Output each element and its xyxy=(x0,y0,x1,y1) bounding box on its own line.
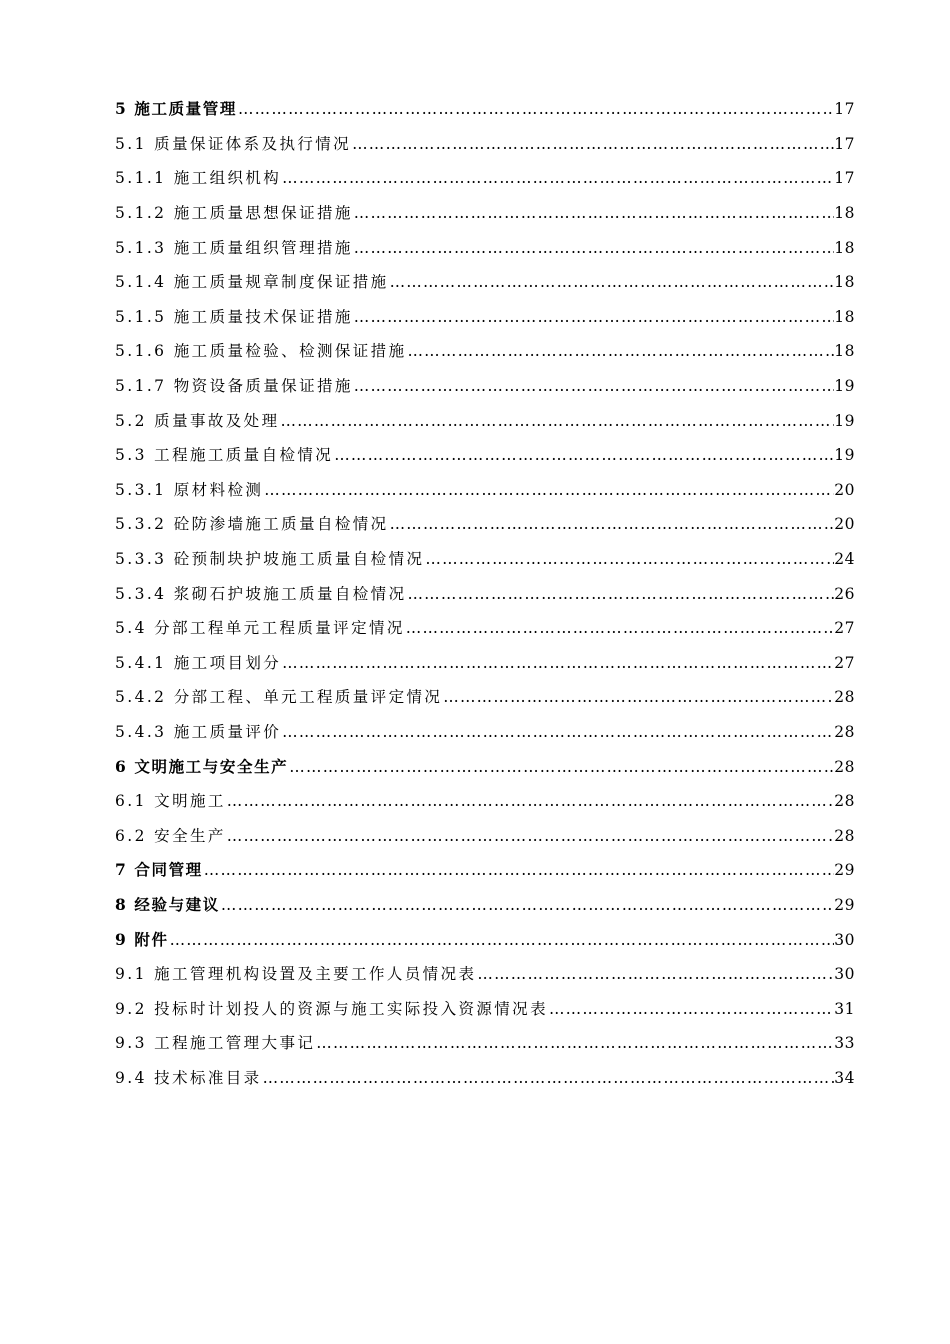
toc-entry-title: 5.1.7 物资设备质量保证措施 xyxy=(115,377,353,396)
toc-dot-leader xyxy=(237,99,834,119)
toc-entry-title: 6.2 安全生产 xyxy=(115,826,226,845)
toc-entry-page-number: 31 xyxy=(834,999,855,1018)
toc-entry-title: 7 合同管理 xyxy=(115,860,203,880)
toc-entry-page-number: 26 xyxy=(834,584,855,603)
toc-dot-leader xyxy=(442,687,834,707)
toc-entry-page-number: 29 xyxy=(834,895,855,914)
toc-dot-leader xyxy=(353,307,834,327)
toc-entry[interactable] xyxy=(115,646,855,681)
toc-entry[interactable] xyxy=(115,991,855,1026)
toc-entry[interactable] xyxy=(115,680,855,715)
toc-dot-leader xyxy=(389,514,835,534)
toc-entry-title: 5.1.2 施工质量思想保证措施 xyxy=(115,204,353,223)
toc-dot-leader xyxy=(315,1033,834,1053)
toc-entry-page-number: 28 xyxy=(834,722,855,741)
table-of-contents xyxy=(115,92,855,1095)
toc-entry-page-number: 28 xyxy=(834,826,855,845)
toc-dot-leader xyxy=(406,584,834,604)
toc-dot-leader xyxy=(203,860,834,880)
toc-entry-page-number: 30 xyxy=(834,965,855,984)
toc-dot-leader xyxy=(281,722,834,742)
toc-entry[interactable] xyxy=(115,507,855,542)
toc-entry-title: 5.3.4 浆砌石护坡施工质量自检情况 xyxy=(115,584,407,603)
toc-entry-title: 6 文明施工与安全生产 xyxy=(115,756,289,776)
toc-entry[interactable] xyxy=(115,403,855,438)
toc-entry-page-number: 20 xyxy=(834,515,855,534)
toc-entry[interactable] xyxy=(115,473,855,508)
toc-dot-leader xyxy=(169,930,835,950)
toc-entry[interactable] xyxy=(115,196,855,231)
toc-entry-page-number: 29 xyxy=(834,861,855,880)
toc-entry-title: 5.1 质量保证体系及执行情况 xyxy=(115,134,352,153)
toc-entry-title: 5.3 工程施工质量自检情况 xyxy=(115,446,334,465)
toc-entry[interactable] xyxy=(115,957,855,992)
toc-dot-leader xyxy=(226,791,834,811)
toc-dot-leader xyxy=(279,411,834,431)
toc-dot-leader xyxy=(262,1068,835,1088)
toc-entry-page-number: 30 xyxy=(834,930,855,949)
toc-entry-page-number: 24 xyxy=(834,550,855,569)
toc-entry-title: 9.3 工程施工管理大事记 xyxy=(115,1034,316,1053)
toc-entry-title: 9.2 投标时计划投人的资源与施工实际投入资源情况表 xyxy=(115,999,548,1018)
toc-entry-page-number: 19 xyxy=(834,377,855,396)
toc-dot-leader xyxy=(333,445,834,465)
toc-entry-page-number: 17 xyxy=(834,134,855,153)
toc-entry-page-number: 27 xyxy=(834,619,855,638)
toc-entry-title: 9.4 技术标准目录 xyxy=(115,1068,262,1087)
toc-entry[interactable] xyxy=(115,576,855,611)
toc-entry[interactable] xyxy=(115,127,855,162)
toc-entry-title: 5.2 质量事故及处理 xyxy=(115,411,280,430)
toc-entry-title: 9 附件 xyxy=(115,929,169,949)
toc-entry-title: 5.1.3 施工质量组织管理措施 xyxy=(115,238,353,257)
toc-entry[interactable] xyxy=(115,715,855,750)
toc-entry[interactable] xyxy=(115,161,855,196)
toc-entry[interactable] xyxy=(115,438,855,473)
toc-entry-title: 5.1.4 施工质量规章制度保证措施 xyxy=(115,273,389,292)
toc-dot-leader xyxy=(353,203,834,223)
toc-dot-leader xyxy=(226,826,834,846)
toc-entry-title: 5.4.1 施工项目划分 xyxy=(115,653,282,672)
toc-dot-leader xyxy=(263,480,834,500)
toc-entry-page-number: 18 xyxy=(834,342,855,361)
toc-dot-leader xyxy=(220,895,834,915)
toc-dot-leader xyxy=(281,653,834,673)
toc-entry[interactable] xyxy=(115,1061,855,1096)
toc-entry[interactable] xyxy=(115,369,855,404)
toc-dot-leader xyxy=(353,238,834,258)
toc-entry-page-number: 19 xyxy=(834,411,855,430)
toc-entry-page-number: 27 xyxy=(834,653,855,672)
toc-entry[interactable] xyxy=(115,749,855,784)
toc-entry[interactable] xyxy=(115,1026,855,1061)
toc-entry-page-number: 17 xyxy=(834,169,855,188)
toc-entry-title: 5.3.3 砼预制块护坡施工质量自检情况 xyxy=(115,550,425,569)
toc-entry-page-number: 19 xyxy=(834,446,855,465)
toc-entry-title: 9.1 施工管理机构设置及主要工作人员情况表 xyxy=(115,965,477,984)
toc-entry-page-number: 18 xyxy=(834,273,855,292)
toc-entry-page-number: 28 xyxy=(834,688,855,707)
toc-dot-leader xyxy=(351,134,834,154)
toc-entry[interactable] xyxy=(115,922,855,957)
toc-entry[interactable] xyxy=(115,784,855,819)
toc-entry-title: 5 施工质量管理 xyxy=(115,99,237,119)
toc-entry[interactable] xyxy=(115,542,855,577)
toc-entry[interactable] xyxy=(115,853,855,888)
toc-entry[interactable] xyxy=(115,818,855,853)
toc-dot-leader xyxy=(424,549,834,569)
toc-entry[interactable] xyxy=(115,300,855,335)
toc-dot-leader xyxy=(389,272,835,292)
toc-dot-leader xyxy=(288,757,834,777)
toc-entry[interactable] xyxy=(115,611,855,646)
toc-entry-title: 5.4 分部工程单元工程质量评定情况 xyxy=(115,619,405,638)
toc-entry-page-number: 18 xyxy=(834,307,855,326)
toc-entry-page-number: 18 xyxy=(834,238,855,257)
toc-entry-title: 8 经验与建议 xyxy=(115,894,220,914)
toc-entry-title: 5.4.3 施工质量评价 xyxy=(115,722,282,741)
toc-entry[interactable] xyxy=(115,265,855,300)
toc-dot-leader xyxy=(405,618,834,638)
toc-entry-page-number: 28 xyxy=(834,792,855,811)
toc-entry[interactable] xyxy=(115,334,855,369)
toc-entry[interactable] xyxy=(115,92,855,127)
toc-dot-leader xyxy=(476,964,834,984)
toc-entry-page-number: 20 xyxy=(834,480,855,499)
toc-entry-title: 5.1.1 施工组织机构 xyxy=(115,169,282,188)
toc-entry-page-number: 17 xyxy=(834,100,855,119)
toc-entry[interactable] xyxy=(115,888,855,923)
toc-entry-title: 5.1.5 施工质量技术保证措施 xyxy=(115,307,353,326)
toc-entry-title: 5.1.6 施工质量检验、检测保证措施 xyxy=(115,342,407,361)
toc-entry-title: 5.4.2 分部工程、单元工程质量评定情况 xyxy=(115,688,443,707)
toc-dot-leader xyxy=(406,341,834,361)
toc-entry-title: 6.1 文明施工 xyxy=(115,792,226,811)
toc-entry-page-number: 34 xyxy=(834,1068,855,1087)
toc-entry-title: 5.3.1 原材料检测 xyxy=(115,480,264,499)
toc-entry[interactable] xyxy=(115,230,855,265)
toc-dot-leader xyxy=(281,168,834,188)
toc-entry-page-number: 28 xyxy=(834,757,855,776)
toc-entry-page-number: 18 xyxy=(834,204,855,223)
toc-entry-title: 5.3.2 砼防渗墙施工质量自检情况 xyxy=(115,515,389,534)
toc-dot-leader xyxy=(548,999,834,1019)
toc-dot-leader xyxy=(353,376,834,396)
toc-entry-page-number: 33 xyxy=(834,1034,855,1053)
